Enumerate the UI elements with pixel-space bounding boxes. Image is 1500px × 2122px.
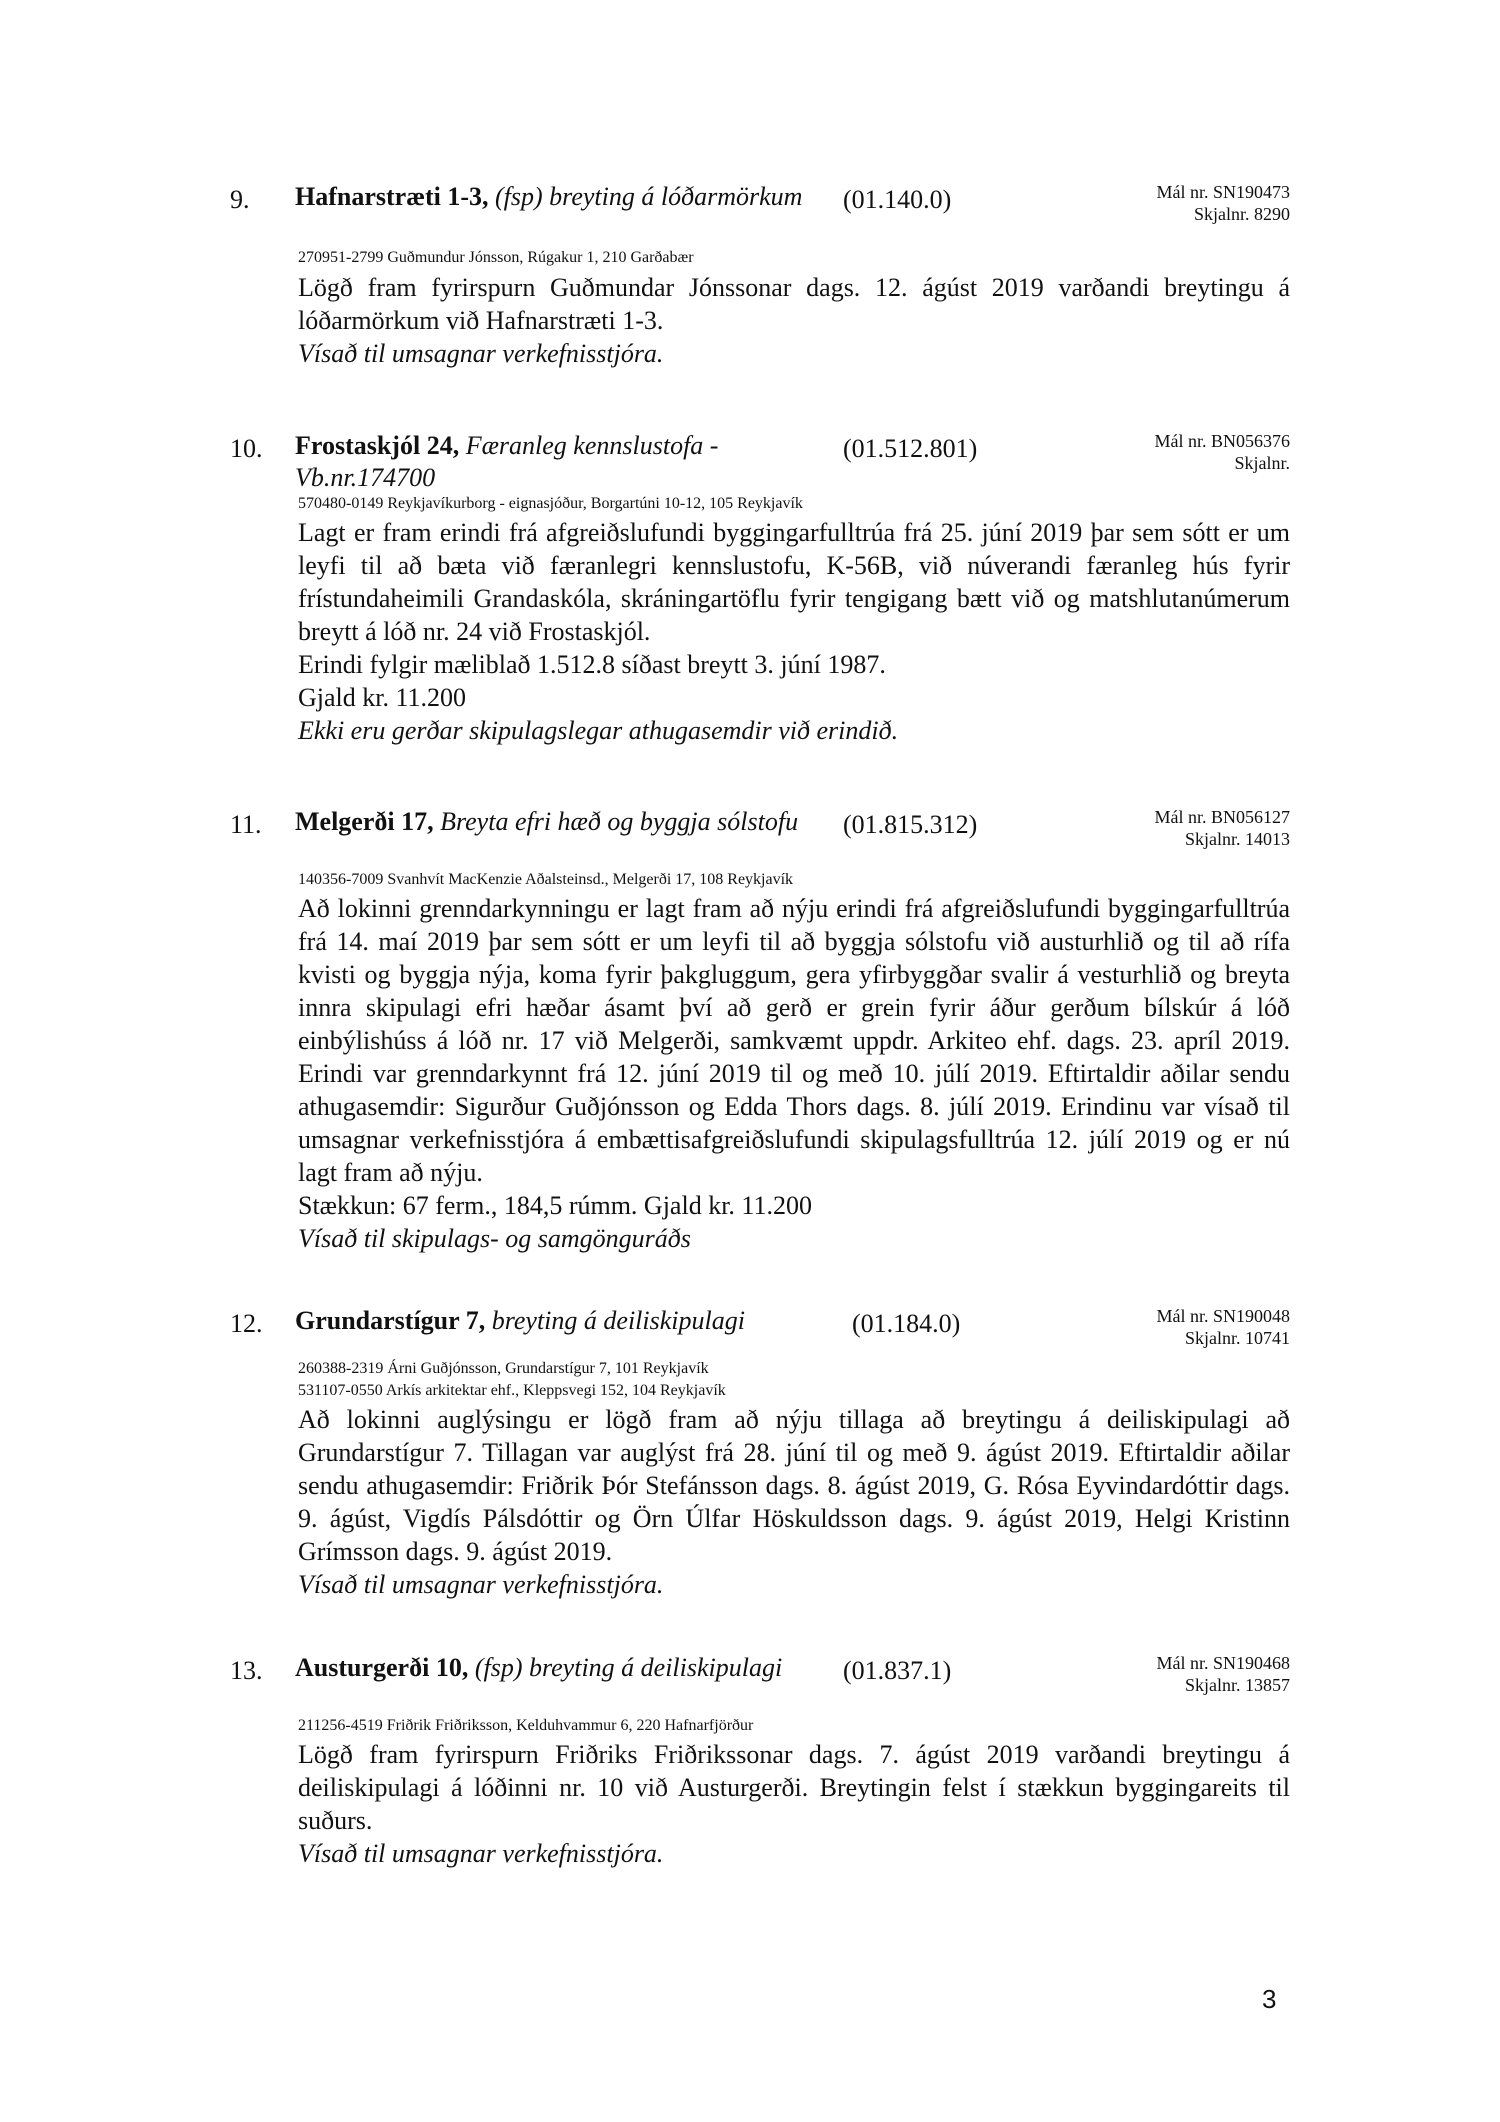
case-number: Mál nr. SN190468 bbox=[1156, 1653, 1290, 1673]
plot-number: (01.815.312) bbox=[843, 810, 978, 839]
item-title bbox=[295, 181, 815, 213]
body-paragraph: Erindi fylgir mæliblað 1.512.8 síðast breytt 3. júní 1987. bbox=[298, 650, 886, 679]
item-number: 10. bbox=[230, 434, 263, 463]
plot-number: (01.184.0) bbox=[852, 1309, 961, 1338]
item-address: Grundarstígur 7, bbox=[295, 1306, 486, 1335]
case-reference bbox=[1154, 430, 1290, 474]
applicant-line: 270951-2799 Guðmundur Jónsson, Rúgakur 1, 210 Garðabær bbox=[298, 249, 694, 266]
document-number: Skjalnr. 10741 bbox=[1184, 1328, 1290, 1348]
document-number: Skjalnr. bbox=[1234, 453, 1290, 473]
applicant-line: 570480-0149 Reykjavíkurborg - eignasjóður, Borgartúni 10-12, 105 Reykjavík bbox=[298, 495, 803, 512]
document-number: Skjalnr. 13857 bbox=[1184, 1675, 1290, 1695]
item-number: 12. bbox=[230, 1309, 263, 1338]
item-title bbox=[295, 1652, 815, 1684]
item-body bbox=[298, 892, 1290, 1255]
body-paragraph: Lögð fram fyrirspurn Friðriks Friðrikssonar dags. 7. ágúst 2019 varðandi breytingu á deiliskipulagi á lóðinni nr. 10 við Austurgerði. Breytingin felst í stækkun byggingareits til suðurs. bbox=[298, 1740, 1290, 1835]
body-paragraph: Lagt er fram erindi frá afgreiðslufundi byggingarfulltrúa frá 25. júní 2019 þar sem sótt er um leyfi til að bæta við færanlegri kennslustofu, K-56B, við núverandi færanleg hús fyrir frístundaheimili Grandaskóla, skráningartöflu fyrir tengigang bætt við og matshlutanúmerum breytt á lóð nr. 24 við Frostaskjól. bbox=[298, 518, 1290, 646]
item-subject: (fsp) breyting á lóðarmörkum bbox=[495, 182, 803, 211]
item-address: Melgerði 17, bbox=[295, 807, 434, 836]
item-subject: Færanleg kennslustofa - Vb.nr.174700 bbox=[295, 431, 719, 492]
applicant-line: 260388-2319 Árni Guðjónsson, Grundarstígur 7, 101 Reykjavík bbox=[298, 1360, 709, 1377]
page-number: 3 bbox=[1262, 1984, 1277, 2014]
item-conclusion: Ekki eru gerðar skipulagslegar athugasemdir við erindið. bbox=[298, 716, 899, 745]
applicant-line: 211256-4519 Friðrik Friðriksson, Kelduhvammur 6, 220 Hafnarfjörður bbox=[298, 1717, 754, 1734]
body-paragraph: Lögð fram fyrirspurn Guðmundar Jónssonar dags. 12. ágúst 2019 varðandi breytingu á lóðarmörkum við Hafnarstræti 1-3. bbox=[298, 273, 1290, 335]
case-number: Mál nr. BN056376 bbox=[1154, 431, 1290, 451]
body-paragraph: Að lokinni grenndarkynningu er lagt fram að nýju erindi frá afgreiðslufundi byggingarfulltrúa frá 14. maí 2019 þar sem sótt er um leyfi til að byggja sólstofu við austurhlið og til að rífa kvisti og byggja nýja, koma fyrir þakgluggum, gera yfirbyggðar svalir á vesturhlið og breyta innra skipulagi efri hæðar ásamt því að gerð er grein fyrir áður gerðum bílskúr á lóð einbýlishúss á lóð nr. 17 við Melgerði, samkvæmt uppdr. Arkiteo ehf. dags. 23. apríl 2019. Erindi var grenndarkynnt frá 12. júní 2019 til og með 10. júlí 2019. Eftirtaldir aðilar sendu athugasemdir: Sigurður Guðjónsson og Edda Thors dags. 8. júlí 2019. Erindinu var vísað til umsagnar verkefnisstjóra á embættisafgreiðslufundi skipulagsfulltrúa 12. júlí 2019 og er nú lagt fram að nýju. bbox=[298, 894, 1290, 1187]
item-conclusion: Vísað til umsagnar verkefnisstjóra. bbox=[298, 339, 664, 368]
item-conclusion: Vísað til umsagnar verkefnisstjóra. bbox=[298, 1570, 664, 1599]
item-title bbox=[295, 1305, 835, 1337]
item-address: Frostaskjól 24, bbox=[295, 431, 460, 460]
body-paragraph: Gjald kr. 11.200 bbox=[298, 683, 467, 712]
document-number: Skjalnr. 14013 bbox=[1184, 829, 1290, 849]
case-reference bbox=[1156, 1652, 1290, 1696]
item-conclusion: Vísað til skipulags- og samgönguráðs bbox=[298, 1224, 691, 1253]
case-reference bbox=[1156, 1305, 1290, 1349]
item-title bbox=[295, 806, 815, 838]
item-address: Hafnarstræti 1-3, bbox=[295, 182, 489, 211]
body-paragraph: Að lokinni auglýsingu er lögð fram að nýju tillaga að breytingu á deiliskipulagi að Grundarstígur 7. Tillagan var auglýst frá 28. júní til og með 9. ágúst 2019. Eftirtaldir aðilar sendu athugasemdir: Friðrik Þór Stefánsson dags. 8. ágúst 2019, G. Rósa Eyvindardóttir dags. 9. ágúst, Vigdís Pálsdóttir og Örn Úlfar Höskuldsson dags. 9. ágúst 2019, Helgi Kristinn Grímsson dags. 9. ágúst 2019. bbox=[298, 1405, 1290, 1566]
item-address: Austurgerði 10, bbox=[295, 1653, 469, 1682]
item-number: 11. bbox=[230, 810, 262, 839]
case-number: Mál nr. SN190473 bbox=[1156, 182, 1290, 202]
item-title bbox=[295, 430, 815, 494]
case-reference bbox=[1154, 806, 1290, 850]
case-reference bbox=[1156, 181, 1290, 225]
item-body bbox=[298, 516, 1290, 747]
item-body bbox=[298, 271, 1290, 370]
item-number: 13. bbox=[230, 1656, 263, 1685]
item-subject: Breyta efri hæð og byggja sólstofu bbox=[440, 807, 799, 836]
plot-number: (01.512.801) bbox=[843, 434, 978, 463]
plot-number: (01.837.1) bbox=[843, 1656, 952, 1685]
body-paragraph: Stækkun: 67 ferm., 184,5 rúmm. Gjald kr. 11.200 bbox=[298, 1191, 812, 1220]
applicant-line: 140356-7009 Svanhvít MacKenzie Aðalsteinsd., Melgerði 17, 108 Reykjavík bbox=[298, 871, 794, 888]
item-body bbox=[298, 1738, 1290, 1870]
applicant-line: 531107-0550 Arkís arkitektar ehf., Kleppsvegi 152, 104 Reykjavík bbox=[298, 1382, 726, 1399]
case-number: Mál nr. SN190048 bbox=[1156, 1306, 1290, 1326]
item-number: 9. bbox=[230, 185, 250, 214]
item-body bbox=[298, 1403, 1290, 1601]
case-number: Mál nr. BN056127 bbox=[1154, 807, 1290, 827]
document-number: Skjalnr. 8290 bbox=[1193, 204, 1290, 224]
item-conclusion: Vísað til umsagnar verkefnisstjóra. bbox=[298, 1839, 664, 1868]
item-subject: breyting á deiliskipulagi bbox=[491, 1306, 745, 1335]
item-subject: (fsp) breyting á deiliskipulagi bbox=[474, 1653, 783, 1682]
plot-number: (01.140.0) bbox=[843, 185, 952, 214]
